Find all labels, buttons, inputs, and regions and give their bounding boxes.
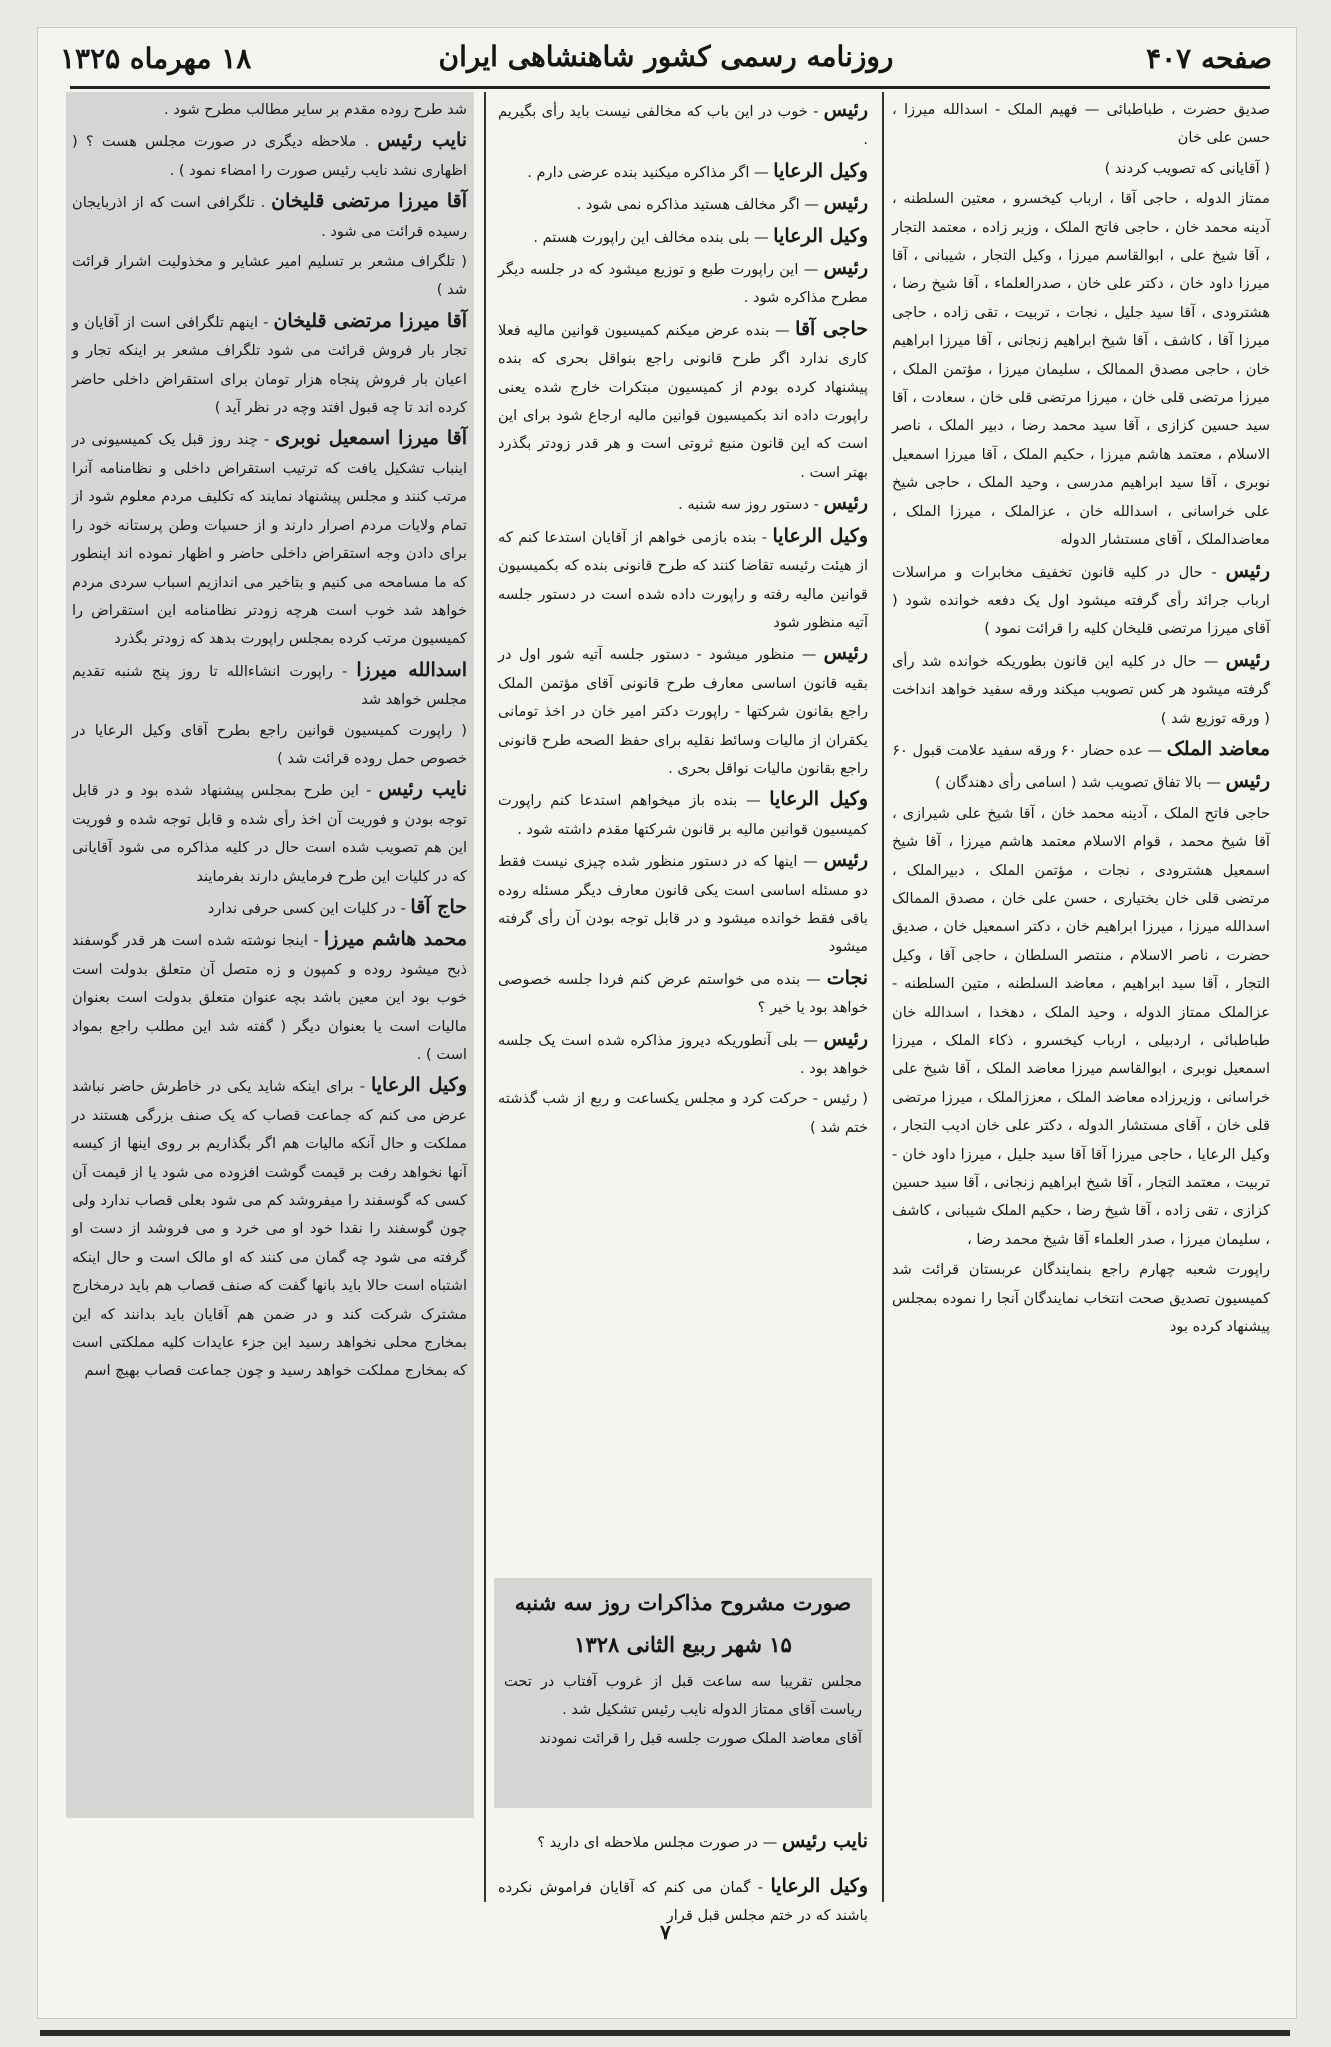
paragraph-text: ( آقایانی که تصویب کردند )	[1104, 159, 1270, 177]
paragraph	[72, 717, 467, 774]
paragraph-text: ( راپورت کمیسیون قوانین راجع بطرح آقای وکیل الرعایا در خصوص حمل روده قرائت شد )	[72, 721, 467, 767]
paragraph	[72, 424, 467, 653]
paragraph	[72, 893, 467, 923]
bottom-rule	[40, 2030, 1290, 2036]
middle-column-continuation	[498, 1812, 869, 1924]
speaker-name: رئیس	[823, 1027, 869, 1050]
paragraph-text: — بالا تفاق تصویب شد ( اسامی رأی دهندگان )	[935, 774, 1221, 792]
paragraph	[892, 800, 1270, 1255]
paragraph-text: . ملاحظه دیگری در صورت مجلس هست ؟ ( اظهاری نشد نایب رئیس صورت را امضاء نمود ) .	[72, 133, 467, 179]
paragraph	[498, 785, 868, 844]
paragraph	[72, 925, 467, 1069]
paragraph	[72, 656, 467, 715]
speaker-name: رئیس	[1225, 559, 1271, 582]
session-opening-text: مجلس تقریبا سه ساعت قبل از غروب آفتاب در تحت ریاست آقای ممتاز الدوله نایب رئیس تشکیل شد .	[504, 1673, 862, 1719]
speaker-name: وکیل الرعایا	[773, 159, 868, 182]
speaker-name: معاضد الملک	[1166, 737, 1270, 760]
paragraph-text: - اینجا نوشته شده است هر قدر گوسفند ذبح میشود روده و کمپون و زه متصل آن متعلق بدولت است خوب بود این معین باشد بچه عنوان متعلق بدولت است بعنوان مالیات است یا بعنوان دیگر ( گفته شد این مطلب راجع بمواد است ) .	[72, 932, 467, 1063]
speaker-name: آقا میرزا مرتضی قلیخان	[271, 190, 468, 213]
paragraph	[892, 1256, 1270, 1341]
speaker-name: رئیس	[823, 849, 869, 872]
paragraph	[72, 775, 467, 891]
paragraph	[72, 248, 467, 305]
speaker-name: نایب رئیس	[378, 778, 468, 801]
paragraph-text: راپورت شعبه چهارم راجع بنمایندگان عربستان قرائت شد کمیسیون تصدیق صحت انتخاب نمایندگان آنجا را نموده بمجلس پیشنهاد کرده بود	[892, 1261, 1270, 1336]
session-heading-line-1: صورت مشروح مذاکرات روز سه شنبه	[514, 1590, 852, 1615]
paragraph	[72, 1071, 467, 1385]
speaker-name: آقا میرزا اسمعیل نوبری	[275, 427, 468, 450]
paragraph	[892, 557, 1270, 644]
issue-date: ۱۸ مهرماه ۱۳۲۵	[60, 42, 252, 75]
paragraph-text: شد طرح روده مقدم بر سایر مطالب مطرح شود .	[164, 101, 467, 118]
speaker-name: اسدالله میرزا	[356, 658, 467, 681]
paragraph	[892, 767, 1270, 797]
paragraph-text: - حال در کلیه قانون تخفیف مخابرات و مراسلات ارباب جرائد رأی گرفته میشود اول یک دفعه خوانده شود ( آقای میرزا مرتضی قلیخان کلیه را قرائت نمود )	[892, 563, 1270, 638]
paragraph	[892, 185, 1270, 554]
speaker-name: وکیل الرعایا	[773, 224, 868, 247]
speaker-name: آقا میرزا مرتضی قلیخان	[273, 309, 468, 332]
speaker-name: رئیس	[823, 642, 869, 665]
masthead	[60, 28, 1272, 88]
speaker-name: رئیس	[823, 99, 869, 121]
speaker-name: رئیس	[823, 492, 868, 515]
paragraph	[498, 222, 868, 252]
paragraph-text: - در کلیات این کسی حرفی ندارد	[207, 899, 406, 917]
paragraph	[72, 96, 467, 124]
paragraph-text: — منظور میشود - دستور جلسه آتیه شور اول در بقیه قانون اساسی معارف طرح قانونی آقای مؤتمن الملک راجع بقانون شرکتها - راپورت دکتر امیر خان در اخذ تومانی یکقران از مالیات وسائط نقلیه برای حفظ الصحه طرح قانونی راجع بقانون مالیات نواقل بحری .	[498, 646, 868, 777]
paragraph-text: - دستور روز سه شنبه .	[678, 496, 819, 514]
paragraph-text: - اینهم تلگرافی است از آقایان و تجار بار فروش قرائت می شود تلگراف مشعر بر اینکه تجار و اعیان بار فروش پنجاه هزار تومان برای استقراض داخلی حاضر کرده اند تا چه قبول افتد وچه در نظر آید )	[72, 313, 467, 417]
paragraph-text: صدیق حضرت ، طباطبائی — فهیم الملک - اسدالله میرزا ، حسن علی خان	[892, 101, 1270, 147]
paragraph	[498, 157, 868, 187]
right-column	[892, 96, 1270, 1866]
paragraph-text: — بلی آنطوریکه دیروز مذاکره شده است یک جلسه خواهد بود .	[498, 1031, 868, 1077]
paragraph-text: . تلگرافی است که از اذربایجان رسیده قرائت می شود .	[72, 194, 467, 240]
speaker-name: نجات	[826, 966, 869, 989]
speaker-name: رئیس	[823, 257, 868, 280]
speaker-name: وکیل الرعایا	[772, 524, 868, 547]
paragraph-text: — بنده عرض میکنم کمیسیون قوانین مالیه فعلا کاری ندارد اگر طرح قانونی راجع بنواقل بحری که بنده پیشنهاد کرده بودم از کمیسیون مبتکرات خارج شده یعنی راپورت داده اند بکمیسیون قوانین مالیه ارجاع شود برای این است که این قانون منبع ثروتی است و هر قدر زودتر بگذرد بهتر است .	[498, 321, 868, 481]
paragraph-text: - برای اینکه شاید یکی در خاطرش حاضر نباشد عرض می کنم که جماعت قصاب که یک صنف بزرگی هستند در مملکت و حال آنکه مالیات هم اگر بگذاریم بر روی اینها از کیسه آنها نخواهد رفت بر قیمت گوشت افزوده می شود یا از قیمت آن کسی که گوسفند را میفروشد کم می شود بعلی قصاب ندارد ولی چون گوسفند را نقدا خود او می خرد و می فروشد از دست او گرفته می شود چه گمان می کنند که او مالک است و حال اینکه اشتباه است حالا باید بانها گفت که صنف قصاب هم باید درمخارج مشترک شرکت کند و در ضمن هم آقایان باید بدانند که این بمخارج محلی نخواهد رسید این جزء عایدات کلیه مملکتی است که بمخارج مملکت خواهد رسید و چون جماعت قصاب بهیچ اسم	[72, 1078, 467, 1380]
paragraph	[498, 639, 868, 783]
left-column	[72, 96, 467, 1826]
paragraph-text: — اگر مذاکره میکنید بنده عرضی دارم .	[527, 163, 769, 181]
paragraph-text: — اینها که در دستور منظور شده چیزی نیست فقط دو مسئله اساسی است یکی قانون معارف دیگر مسئله روده باقی فقط خوانده میشود و در قابل توجه بودن آن رأی گرفته میشود	[498, 853, 868, 956]
paragraph	[498, 522, 868, 638]
paragraph-text: - گمان می کنم که آقایان فراموش نکرده باشند که در ختم مجلس قبل قرار	[498, 1878, 868, 1924]
speaker-name: رئیس	[823, 192, 868, 215]
paragraph-text: - بنده بازمی خواهم از آقایان استدعا کنم که از هیئت رئیسه تقاضا کنند که طرح قانونی بنده که بکمیسیون قوانین مالیه رفته و راپورت داده شده است در دستور جلسه آتیه منظور شود	[498, 528, 868, 631]
session-heading-box	[494, 1578, 872, 1808]
paragraph	[892, 96, 1270, 153]
paragraph-text: ممتاز الدوله ، حاجی آقا ، ارباب کیخسرو ، معتین السلطنه ، آدینه محمد خان ، حاجی فاتح الملک ، وزیر زاده ، معتمد التجار ، آقا شیخ علی ، ابوالقاسم میرزا ، وکیل التجار ، شیبانی ، آقا میرزا داود خان ، دکتر علی خان ، صدرالعلماء ، آقا شیخ رضا ، هشترودی ، آقا سید جلیل ، نجات ، تربیت ، تقی زاده ، حاجی میرزا آقا ، کاشف ، آقا شیخ ابراهیم زنجانی ، آقا میرزا ابراهیم خان ، حاجی مصدق الممالک ، سلیمان میرزا ، مؤتمن الملک ، میرزا مرتضی قلی خان ، میرزا مرتضی قلی خان ، سعادت ، آقا سید حسین کزازی ، آقا سید محمد رضا ، دبیر الملک ، ناصر الاسلام ، معتمد هاشم میرزا ، حکیم الملک ، آقا میرزا اسمعیل نوبری ، آقا سید ابراهیم مدرسی ، وحید الملک ، حاجی شیخ علی خراسانی ، اسدالله خان ، عزالملک ، میرزا الملک ، معاضدالملک ، آقای مستشار الدوله	[892, 190, 1270, 549]
speaker-name: وکیل الرعایا	[770, 1874, 869, 1897]
paragraph	[498, 96, 868, 155]
paragraph	[498, 846, 868, 962]
paragraph	[72, 307, 467, 423]
paragraph-text: - چند روز قبل یک کمیسیونی در اینباب تشکیل یافت که ترتیب استقراض داخلی و نظامنامه آنرا مرتب کنند و مجلس پیشنهاد نمایند که تکلیف مردم معلوم شود از تمام ولایات مردم اصرار دارند و از حسیات وطن پرستانه خود را برای دادن وجه استقراض داخلی حاضر و اظهار نموده اند اینطور که ما مسامحه می کنیم و بتاخیر می اندازیم اسباب سردی مردم خواهد شد خوب است هرچه زودتر نظامنامه این استقراض را کمیسیون مرتب کرده بمجلس راپورت بدهد که زودتر بگذرد	[72, 431, 467, 648]
paragraph	[498, 315, 868, 487]
paragraph-text: — بنده می خواستم عرض کنم فردا جلسه خصوصی خواهد بود یا خیر ؟	[498, 970, 868, 1017]
paragraph	[72, 187, 467, 246]
paragraph-text: ( تلگراف مشعر بر تسلیم امیر عشایر و مخذولیت اشرار قرائت شد )	[72, 253, 467, 299]
paragraph-text: — بلی بنده مخالف این راپورت هستم .	[533, 228, 769, 246]
page-label: صفحه ۴۰۷	[1146, 42, 1272, 75]
column-divider	[882, 92, 884, 1902]
header-rule	[70, 86, 1270, 89]
paragraph-text: — حال در کلیه این قانون بطوریکه خوانده شد رأی گرفته میشود هر کس تصویب میکند ورقه سفید خواهد انداخت ( ورقه توزیع شد )	[892, 652, 1270, 727]
speaker-name: نایب رئیس	[781, 1829, 868, 1852]
paragraph-text: ( رئیس - حرکت کرد و مجلس یکساعت و ربع از شب گذشته ختم شد )	[498, 1090, 868, 1136]
paragraph	[72, 126, 467, 185]
paragraph	[498, 254, 868, 313]
speaker-name: نایب رئیس	[377, 129, 468, 152]
paragraph-text: - این طرح بمجلس پیشنهاد شده بود و در قابل توجه بودن و فوریت آن اخذ رأی شده و قابل توجه شده و فوریت این هم تصویب شده است حال در کلیه مذاکره می شود آقایانی که در کلیات این طرح فرمایش دارند بفرمایند	[72, 782, 467, 885]
paragraph-text: — بنده باز میخواهم استدعا کنم راپورت کمیسیون قوانین مالیه بر قانون شرکتها مقدم داشته شود .	[498, 792, 868, 838]
paragraph	[498, 1085, 868, 1142]
speaker-name: حاجی آقا	[795, 317, 868, 340]
speaker-name: حاج آقا	[410, 895, 467, 918]
speaker-name: محمد هاشم میرزا	[323, 928, 467, 951]
paragraph-text: — عده حضار ۶۰ ورقه سفید علامت قبول ۶۰	[892, 741, 1163, 759]
masthead-title: روزنامه رسمی کشور شاهنشاهی ایران	[438, 40, 894, 73]
paragraph	[892, 155, 1270, 183]
paragraph-text: - راپورت انشاءالله تا روز پنج شنبه تقدیم مجلس خواهد شد	[72, 662, 467, 709]
paragraph	[498, 489, 868, 519]
speaker-name: وکیل الرعایا	[769, 788, 869, 811]
paragraph-text: — اگر مخالف هستید مذاکره نمی شود .	[576, 196, 819, 214]
paragraph-text: — در صورت مجلس ملاحظه ای دارید ؟	[537, 1833, 778, 1851]
column-divider	[484, 92, 486, 1902]
paragraph	[498, 189, 868, 219]
speaker-name: رئیس	[1225, 770, 1270, 793]
session-minutes-text: آقای معاضد الملک صورت جلسه قبل را قرائت نمودند	[539, 1729, 862, 1747]
middle-column	[498, 96, 868, 1566]
paragraph-text: — این راپورت طبع و توزیع میشود که در جلسه دیگر مطرح مذاکره شود .	[498, 261, 868, 307]
speaker-name: وکیل الرعایا	[370, 1074, 468, 1097]
paragraph	[498, 1827, 868, 1857]
paragraph	[892, 735, 1270, 765]
paragraph	[498, 964, 868, 1023]
paragraph	[498, 1025, 868, 1084]
speaker-name: رئیس	[1225, 648, 1271, 671]
paragraph	[892, 646, 1270, 733]
page-number: ۷	[660, 1920, 671, 1944]
paragraph-text: حاجی فاتح الملک ، آدینه محمد خان ، آقا شیخ علی شیرازی ، آقا شیخ محمد ، قوام الاسلام معتمد هاشم میرزا ، آقا شیخ اسمعیل هشترودی ، نجات ، مؤتمن الملک ، دبیرالملک ، مرتضی قلی خان بختیاری ، حسن علی خان ، مصدق الممالک اسدالله میرزا ، میرزا ابراهیم خان ، دکتر اسمعیل خان ، صدیق حضرت ، ناصر الاسلام ، منتصر السلطان ، حاجی آقا ، وکیل التجار ، آقا سید ابراهیم ، معاضد السلطنه ، متین السلطنه - عزالملک ممتاز الدوله ، وحید الملک ، دهخدا ، اسدالله خان طباطبائی ، اردبیلی ، ارباب کیخسرو ، ذکاء الملک ، میرزا اسمعیل نوبری ، ابوالقاسم میرزا معاضد الملک ، آقا شیخ علی خراسانی ، وزیرزاده معاضد الملک ، معززالملک ، میرزا مرتضی قلی خان ، آقای مستشار الدوله ، دکتر علی خان ادیب التجار ، وکیل الرعایا ، حاجی میرزا آقا آقا سید جلیل ، میرزا داود خان - تربیت ، معتمد التجار ، آقا شیخ ابراهیم زنجانی ، آقا سید حسین کزازی ، تقی زاده ، آقا شیخ رضا ، حکیم الملک شیبانی ، کاشف ، سلیمان میرزا ، صدر العلماء آقا شیخ محمد رضا ،	[892, 804, 1270, 1248]
paragraph-text: - خوب در این باب که مخالفی نیست باید رأی بگیریم .	[498, 103, 868, 149]
session-heading-line-2: ۱۵ شهر ربیع الثانی ۱۳۲۸	[574, 1632, 792, 1657]
